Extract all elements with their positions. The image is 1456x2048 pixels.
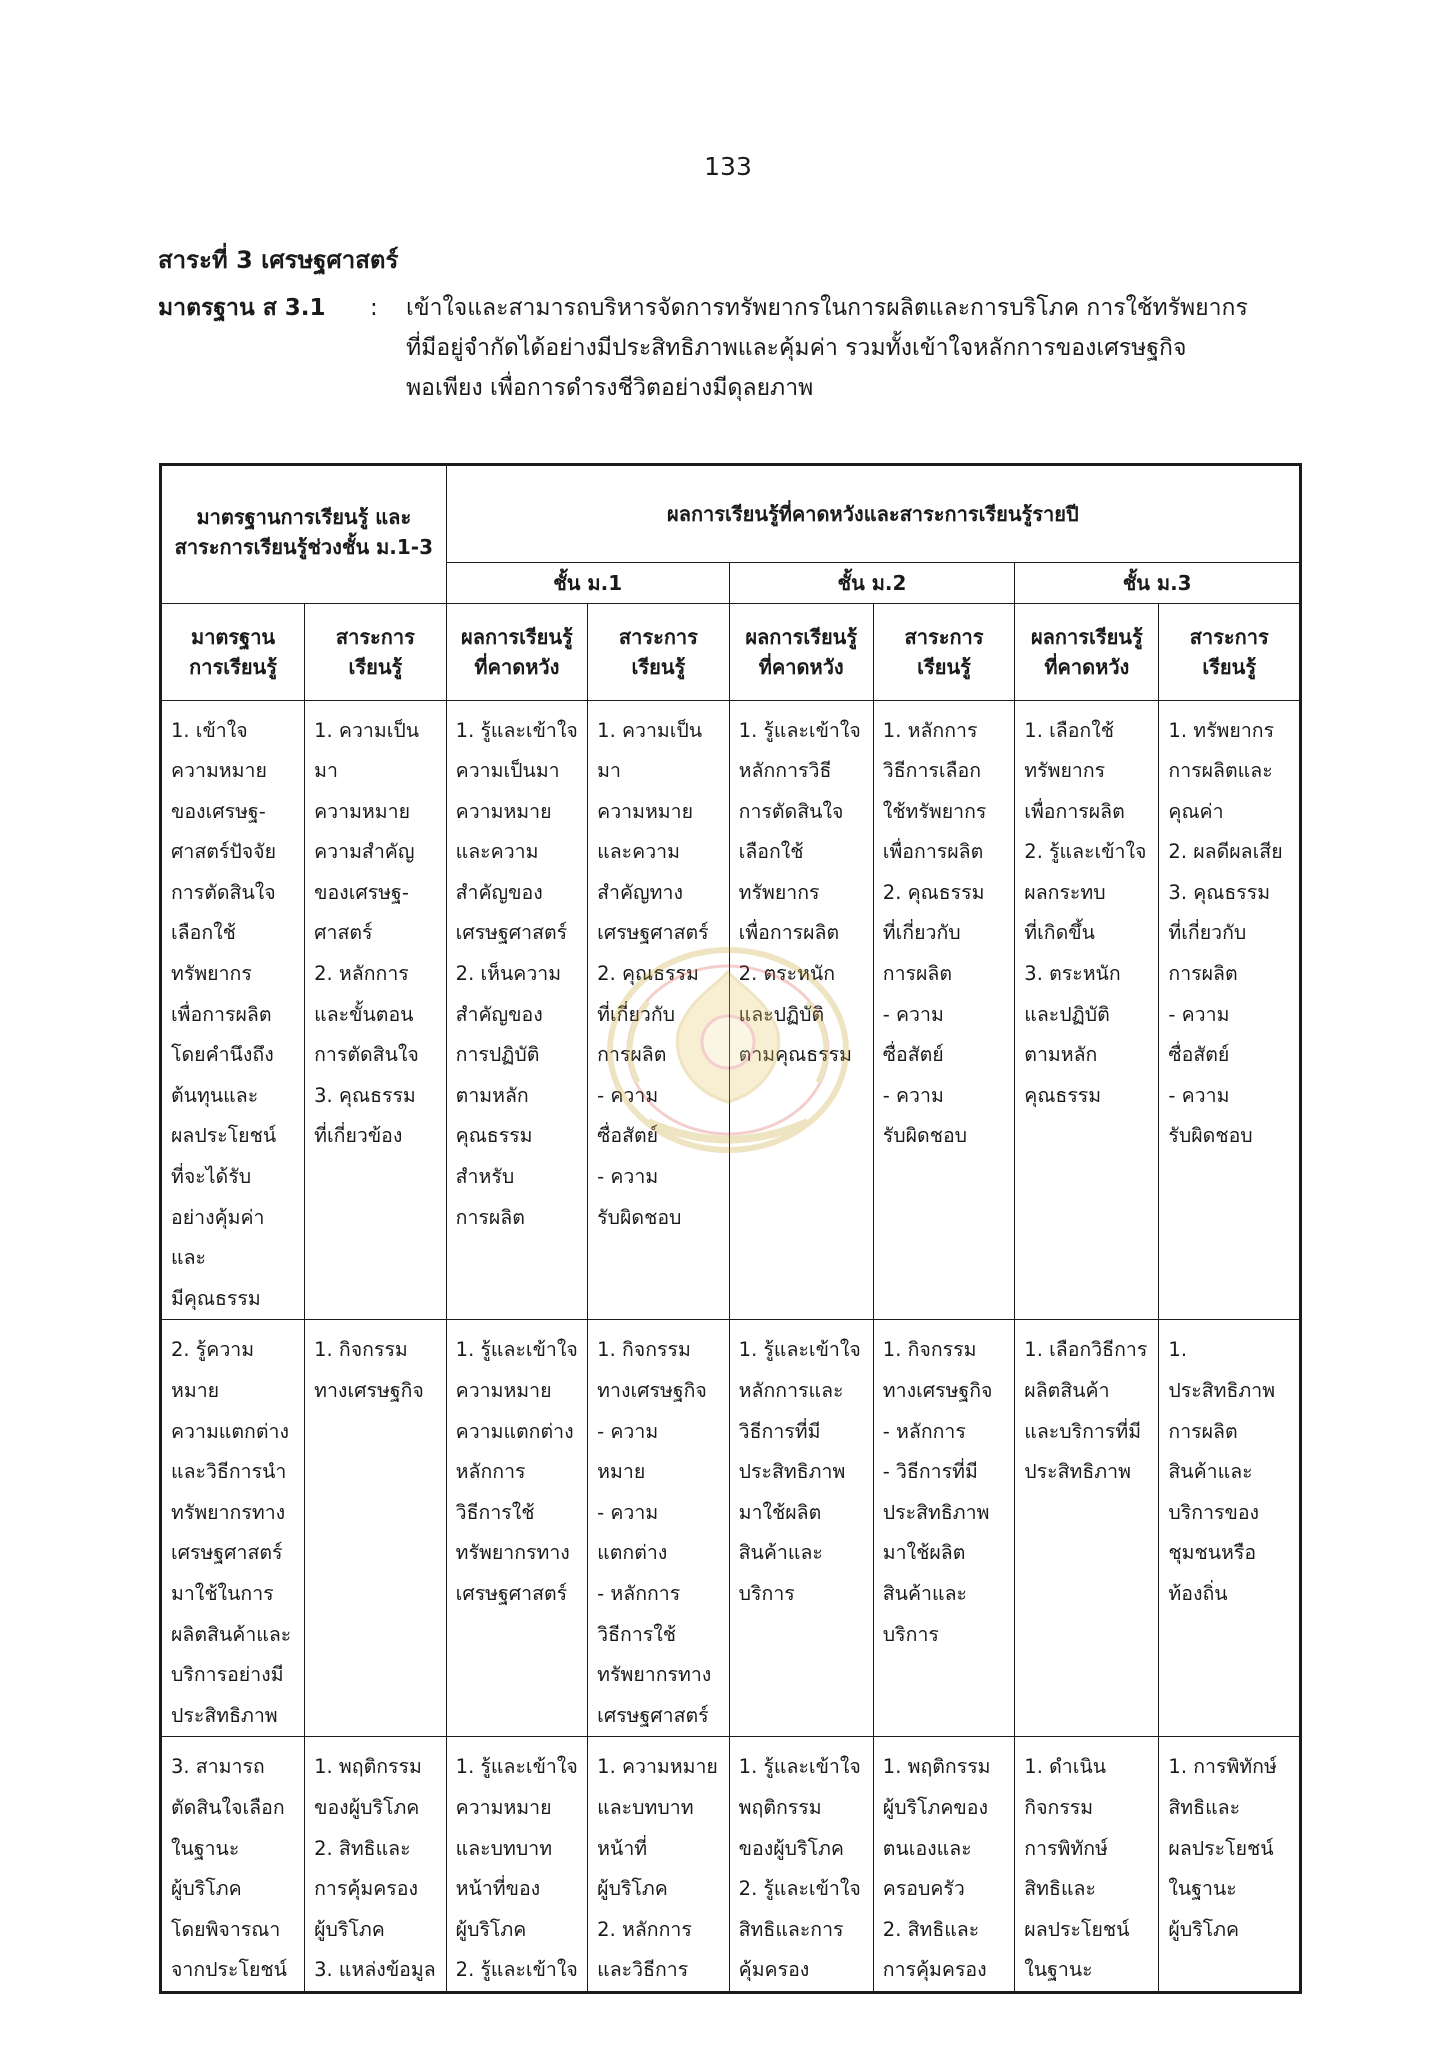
table-cell: 3. สามารถ ตัดสินใจเลือก ในฐานะ ผู้บริโภค โดยพิจารณา จากประโยชน์	[161, 1737, 305, 1993]
table-cell: 1. รู้และเข้าใจ หลักการและ วิธีการที่มี ประสิทธิภาพ มาใช้ผลิต สินค้าและ บริการ	[729, 1320, 873, 1737]
table-row	[161, 1320, 1301, 1737]
standard-line: พอเพียง เพื่อการดำรงชีวิตอย่างมีดุลยภาพ	[406, 375, 814, 401]
table-cell: 1. ดำเนิน กิจกรรม การพิทักษ์ สิทธิและ ผลประโยชน์ ในฐานะ	[1015, 1737, 1159, 1993]
right-group-header: ผลการเรียนรู้ที่คาดหวังและสาระการเรียนรู้รายปี	[446, 465, 1300, 563]
table-cell: 1. พฤติกรรม ของผู้บริโภค 2. สิทธิและ การคุ้มครอง ผู้บริโภค 3. แหล่งข้อมูล	[305, 1737, 447, 1993]
table-cell: 1. รู้และเข้าใจ ความหมาย ความแตกต่าง หลักการ วิธีการใช้ ทรัพยากรทาง เศรษฐศาสตร์	[446, 1320, 588, 1737]
table-row	[161, 700, 1301, 1320]
column-header: สาระการ เรียนรู้	[1159, 603, 1301, 700]
standard-line: ที่มีอยู่จำกัดได้อย่างมีประสิทธิภาพและคุ้มค่า รวมทั้งเข้าใจหลักการของเศรษฐกิจ	[406, 335, 1187, 361]
column-header: สาระการ เรียนรู้	[873, 603, 1015, 700]
column-header: สาระการ เรียนรู้	[588, 603, 730, 700]
table-cell: 1. กิจกรรม ทางเศรษฐกิจ	[305, 1320, 447, 1737]
table-cell: 2. รู้ความหมาย ความแตกต่าง และวิธีการนำ ทรัพยากรทาง เศรษฐศาสตร์ มาใช้ในการ ผลิตสินค้าและ บริการอย่างมี ประสิทธิภาพ	[161, 1320, 305, 1737]
column-header: ผลการเรียนรู้ ที่คาดหวัง	[729, 603, 873, 700]
standard-body	[406, 288, 1318, 408]
grade-header-m3: ชั้น ม.3	[1015, 562, 1301, 603]
table-cell: 1. รู้และเข้าใจ ความเป็นมา ความหมาย และความ สำคัญของ เศรษฐศาสตร์ 2. เห็นความ สำคัญของ การปฏิบัติ ตามหลัก คุณธรรม สำหรับ การผลิต	[446, 700, 588, 1320]
table-cell: 1. รู้และเข้าใจ หลักการวิธี การตัดสินใจ เลือกใช้ ทรัพยากร เพื่อการผลิต 2. ตระหนัก และปฏิบัติ ตามคุณธรรม	[729, 700, 873, 1320]
left-group-header-cont	[161, 562, 447, 603]
strand-title: สาระที่ 3 เศรษฐศาสตร์	[158, 246, 399, 274]
table-cell: 1. พฤติกรรม ผู้บริโภคของ ตนเองและ ครอบครัว 2. สิทธิและ การคุ้มครอง	[873, 1737, 1015, 1993]
table-cell: 1. การพิทักษ์ สิทธิและ ผลประโยชน์ ในฐานะ ผู้บริโภค	[1159, 1737, 1301, 1993]
standard-statement	[158, 288, 1318, 408]
table-cell: 1. เข้าใจ ความหมาย ของเศรษฐ- ศาสตร์ปัจจัย การตัดสินใจ เลือกใช้ ทรัพยากร เพื่อการผลิต โดยคำนึงถึง ต้นทุนและ ผลประโยชน์ ที่จะได้รับ อย่างคุ้มค่าและ มีคุณธรรม	[161, 700, 305, 1320]
table-cell: 1. ทรัพยากร การผลิตและ คุณค่า 2. ผลดีผลเสีย 3. คุณธรรม ที่เกี่ยวกับ การผลิต - ความ ซื่อสัตย์ - ความ รับผิดชอบ	[1159, 700, 1301, 1320]
table-cell: 1. ความเป็นมา ความหมาย ความสำคัญ ของเศรษฐ- ศาสตร์ 2. หลักการ และขั้นตอน การตัดสินใจ 3. คุณธรรม ที่เกี่ยวข้อง	[305, 700, 447, 1320]
standard-line: เข้าใจและสามารถบริหารจัดการทรัพยากรในการผลิตและการบริโภค การใช้ทรัพยากร	[406, 295, 1248, 321]
table-cell: 1. เลือกใช้ ทรัพยากร เพื่อการผลิต 2. รู้และเข้าใจ ผลกระทบ ที่เกิดขึ้น 3. ตระหนัก และปฏิบัติ ตามหลัก คุณธรรม	[1015, 700, 1159, 1320]
table-cell: 1. ประสิทธิภาพ การผลิต สินค้าและ บริการของ ชุมชนหรือ ท้องถิ่น	[1159, 1320, 1301, 1737]
left-group-header-text: มาตรฐานการเรียนรู้ และ สาระการเรียนรู้ช่วงชั้น ม.1-3	[174, 505, 434, 559]
standard-colon: :	[370, 295, 378, 321]
left-group-header	[161, 465, 447, 563]
column-header: สาระการ เรียนรู้	[305, 603, 447, 700]
column-header: ผลการเรียนรู้ ที่คาดหวัง	[446, 603, 588, 700]
table-cell: 1. รู้และเข้าใจ ความหมาย และบทบาท หน้าที่ของ ผู้บริโภค 2. รู้และเข้าใจ	[446, 1737, 588, 1993]
table-cell: 1. เลือกวิธีการ ผลิตสินค้า และบริการที่มี ประสิทธิภาพ	[1015, 1320, 1159, 1737]
table-row	[161, 1737, 1301, 1993]
curriculum-table	[159, 463, 1302, 1994]
column-header: มาตรฐาน การเรียนรู้	[161, 603, 305, 700]
column-header: ผลการเรียนรู้ ที่คาดหวัง	[1015, 603, 1159, 700]
table-cell: 1. ความหมาย และบทบาท หน้าที่ ผู้บริโภค 2. หลักการ และวิธีการ	[588, 1737, 730, 1993]
table-cell: 1. กิจกรรม ทางเศรษฐกิจ - หลักการ - วิธีการที่มี ประสิทธิภาพ มาใช้ผลิต สินค้าและ บริการ	[873, 1320, 1015, 1737]
standard-label: มาตรฐาน ส 3.1	[158, 295, 326, 321]
grade-header-m1: ชั้น ม.1	[446, 562, 729, 603]
table-cell: 1. รู้และเข้าใจ พฤติกรรม ของผู้บริโภค 2. รู้และเข้าใจ สิทธิและการ คุ้มครอง	[729, 1737, 873, 1993]
table-cell: 1. ความเป็นมา ความหมาย และความ สำคัญทาง เศรษฐศาสตร์ 2. คุณธรรม ที่เกี่ยวกับ การผลิต - ความ ซื่อสัตย์ - ความ รับผิดชอบ	[588, 700, 730, 1320]
page-number: 133	[704, 152, 752, 181]
table-cell: 1. หลักการ วิธีการเลือก ใช้ทรัพยากร เพื่อการผลิต 2. คุณธรรม ที่เกี่ยวกับ การผลิต - ความ ซื่อสัตย์ - ความ รับผิดชอบ	[873, 700, 1015, 1320]
table-cell: 1. กิจกรรม ทางเศรษฐกิจ - ความ หมาย - ความ แตกต่าง - หลักการ วิธีการใช้ ทรัพยากรทาง เศรษฐศาสตร์	[588, 1320, 730, 1737]
grade-header-m2: ชั้น ม.2	[729, 562, 1015, 603]
